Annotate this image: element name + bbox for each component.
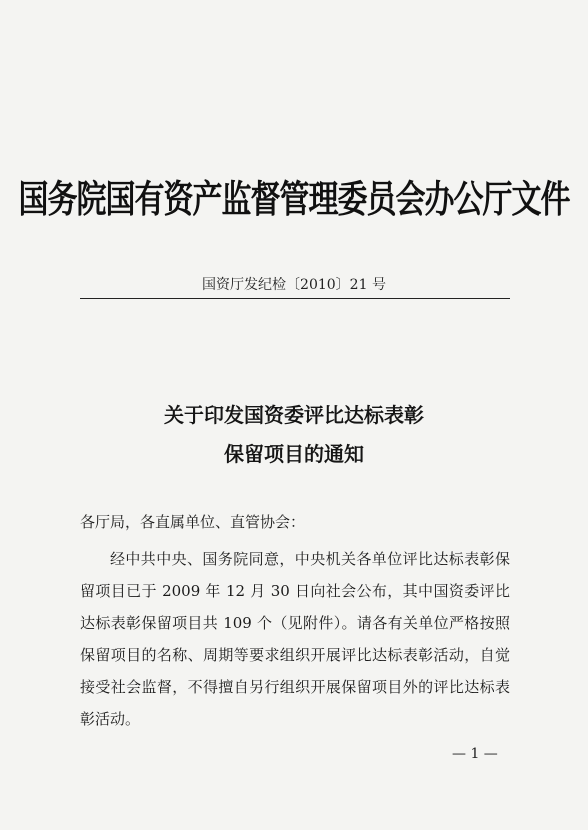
header-divider — [80, 298, 510, 299]
notice-title-line-1: 关于印发国资委评比达标表彰 — [164, 403, 424, 427]
document-header-title: 国务院国有资产监督管理委员会办公厅文件 — [18, 178, 570, 222]
salutation: 各厅局，各直属单位、直管协会： — [80, 513, 306, 531]
body-paragraph: 经中共中央、国务院同意，中央机关各单位评比达标表彰保留项目已于 2009 年 12 月 30 日向社会公布，其中国资委评比达标表彰保留项目共 109 个（见附件）。请各有关单位严格按照保留项目的名称、周期等要求组织开展评比达标表彰活动，自觉接受社会监督，不得擅自另行组织开展保留项目外的评比达标表彰活动。 — [80, 550, 510, 728]
notice-title-line-2: 保留项目的通知 — [224, 442, 364, 466]
page-number: — 1 — — [452, 746, 498, 762]
document-number: 国资厅发纪检〔2010〕21 号 — [202, 277, 386, 293]
